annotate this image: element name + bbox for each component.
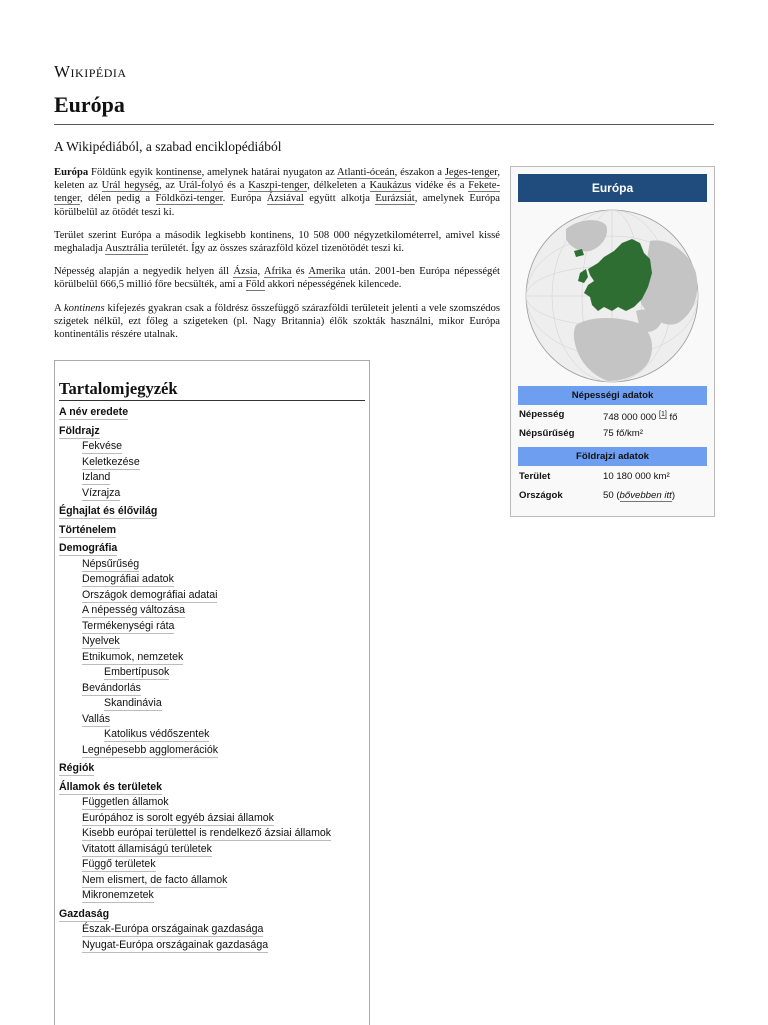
text: , délen pedig a bbox=[80, 193, 156, 205]
toc-item[interactable]: Kisebb európai területtel is rendelkező ázsiai államok bbox=[82, 827, 332, 839]
infobox-title: Európa bbox=[518, 174, 707, 202]
link-afrika[interactable]: Afrika bbox=[263, 266, 292, 278]
row-value bbox=[603, 407, 678, 426]
link-fekete-tenger[interactable]: Fekete-tenger bbox=[54, 180, 501, 205]
link-foldkozi-tenger[interactable]: Földközi-tenger bbox=[155, 193, 223, 205]
row-value: 10 180 000 km² bbox=[603, 471, 670, 482]
text: és a bbox=[223, 180, 249, 192]
link-amerika[interactable]: Amerika bbox=[308, 266, 346, 278]
toc-item[interactable]: Izland bbox=[82, 471, 111, 483]
text: , keleten az bbox=[54, 167, 500, 192]
row-value: 75 fő/km² bbox=[603, 428, 643, 439]
toc-item[interactable]: Vallás bbox=[82, 712, 111, 725]
toc-item[interactable]: Mikronemzetek bbox=[82, 889, 154, 901]
article-body bbox=[54, 166, 500, 351]
text: , amelynek Európa körülbelül az ötödét teszi ki. bbox=[54, 193, 500, 218]
link-ural-hegyseg[interactable]: Urál hegység bbox=[101, 180, 159, 192]
text: területét. Így az összes szárazföld közel tizenötödét teszi ki. bbox=[148, 243, 405, 255]
toc-item[interactable]: Etnikumok, nemzetek bbox=[82, 650, 184, 663]
toc-item[interactable]: Demográfia bbox=[59, 542, 118, 554]
europe-orthographic-map[interactable] bbox=[518, 207, 707, 383]
toc-item[interactable]: Független államok bbox=[82, 796, 169, 808]
paragraph-continent bbox=[54, 302, 500, 342]
link-kontinens[interactable]: kontinense bbox=[155, 167, 202, 178]
infobox-row-countries bbox=[518, 488, 707, 504]
link-jeges-tenger[interactable]: Jeges-tenger bbox=[444, 167, 498, 178]
toc-item[interactable]: Fekvése bbox=[82, 440, 123, 452]
text: , északon a bbox=[394, 167, 445, 178]
unit: fő bbox=[666, 412, 678, 424]
link-azsia-2[interactable]: Ázsia bbox=[233, 266, 258, 278]
toc-item[interactable]: Nyugat-Európa országainak gazdasága bbox=[82, 938, 269, 951]
paragraph-area bbox=[54, 229, 500, 255]
title-divider bbox=[54, 124, 714, 125]
toc-item[interactable]: Országok demográfiai adatai bbox=[82, 588, 218, 601]
toc-item[interactable]: A név eredete bbox=[59, 406, 129, 418]
toc-item[interactable]: Legnépesebb agglomerációk bbox=[82, 743, 219, 756]
text: Földünk egyik bbox=[88, 167, 156, 178]
toc-item[interactable]: Nyelvek bbox=[82, 635, 120, 647]
link-ural-folyo[interactable]: Urál-folyó bbox=[178, 180, 224, 192]
row-label: Népsűrűség bbox=[519, 428, 575, 439]
lead-term: Európa bbox=[54, 167, 89, 178]
infobox-row-density bbox=[518, 426, 707, 442]
link-atlanti-ocean[interactable]: Atlanti-óceán bbox=[336, 167, 395, 178]
link-fold[interactable]: Föld bbox=[245, 279, 265, 291]
toc-item[interactable]: Földrajz bbox=[59, 424, 100, 437]
paragraph-population bbox=[54, 265, 500, 291]
text: A bbox=[54, 302, 64, 314]
text: együtt alkotja bbox=[303, 193, 376, 205]
paragraph-intro bbox=[54, 166, 500, 219]
text: kifejezés gyakran csak a földrész összefüggő szárazföldi területeit jelenti a vele szomszédos szigetek nélkül, ezt főleg a szigeteken (pl. Nagy Britannia) élők szokták használni, mikor Európa kontinentális részére utalnak. bbox=[54, 302, 500, 341]
toc-item[interactable]: Skandinávia bbox=[104, 697, 162, 709]
toc-item[interactable]: Államok és területek bbox=[59, 780, 163, 793]
toc-item[interactable]: Vízrajza bbox=[82, 486, 121, 499]
toc-item[interactable]: A népesség változása bbox=[82, 604, 186, 616]
toc-item[interactable]: Régiók bbox=[59, 762, 95, 774]
text: akkori népességének kilencede. bbox=[264, 279, 402, 291]
toc-title: Tartalomjegyzék bbox=[59, 379, 365, 401]
link-more-countries[interactable]: bővebben itt bbox=[619, 490, 672, 501]
infobox bbox=[510, 166, 715, 517]
toc-item[interactable]: Európához is sorolt egyéb ázsiai államok bbox=[82, 811, 274, 824]
toc-item[interactable]: Éghajlat és élővilág bbox=[59, 505, 158, 517]
toc-item[interactable]: Bevándorlás bbox=[82, 681, 141, 694]
toc-item[interactable]: Népsűrűség bbox=[82, 557, 140, 570]
text: vidéke és a bbox=[411, 180, 469, 192]
link-kaukazus[interactable]: Kaukázus bbox=[369, 180, 412, 192]
toc-item[interactable]: Embertípusok bbox=[104, 666, 170, 678]
page-subtitle: A Wikipédiából, a szabad enciklopédiából bbox=[54, 139, 282, 154]
row-label: Terület bbox=[519, 471, 551, 482]
table-of-contents bbox=[54, 360, 370, 1025]
toc-item[interactable]: Történelem bbox=[59, 523, 117, 536]
toc-item[interactable]: Keletkezése bbox=[82, 455, 140, 468]
row-value bbox=[603, 488, 675, 504]
text: , délkeleten a bbox=[307, 180, 370, 192]
toc-item[interactable]: Katolikus védőszentek bbox=[104, 728, 210, 740]
reference-link[interactable]: [1] bbox=[659, 411, 667, 418]
toc-item[interactable]: Vitatott államiságú területek bbox=[82, 842, 212, 855]
link-ausztralia[interactable]: Ausztrália bbox=[104, 243, 149, 255]
population-value: 748 000 000 bbox=[603, 412, 657, 424]
toc-item[interactable]: Függő területek bbox=[82, 858, 156, 870]
emphasis: kontinens bbox=[63, 302, 105, 314]
toc-item[interactable]: Demográfiai adatok bbox=[82, 573, 174, 585]
toc-item[interactable]: Gazdaság bbox=[59, 907, 110, 920]
infobox-section-geo: Földrajzi adatok bbox=[518, 447, 707, 466]
text: Terület szerint Európa a második legkisebb kontinens, 10 508 000 négyzetkilométerrel, amivel kissé meghaladja bbox=[54, 229, 500, 255]
infobox-row-population bbox=[518, 407, 707, 423]
toc-item[interactable]: Nem elismert, de facto államok bbox=[82, 873, 228, 886]
infobox-section-population: Népességi adatok bbox=[518, 386, 707, 405]
text: Népesség alapján a negyedik helyen áll bbox=[54, 266, 234, 278]
text: ) bbox=[671, 490, 676, 501]
text: és bbox=[291, 266, 309, 278]
row-label: Országok bbox=[519, 490, 563, 501]
page-title: Európa bbox=[54, 92, 125, 117]
wikipedia-logo[interactable]: Wikipédia bbox=[54, 62, 127, 81]
infobox-row-area bbox=[518, 469, 707, 485]
link-eurazsia[interactable]: Eurázsiát bbox=[375, 193, 415, 205]
link-kaszpi-tenger[interactable]: Kaszpi-tenger bbox=[248, 180, 308, 192]
text: 50 ( bbox=[603, 490, 620, 501]
toc-item[interactable]: Észak-Európa országainak gazdasága bbox=[82, 923, 264, 935]
text: . Európa bbox=[222, 193, 267, 205]
row-label: Népesség bbox=[519, 409, 565, 420]
text: , az bbox=[158, 180, 179, 192]
text: után. 2001-ben Európa népességét körülbelül 666,5 millió főre becsülték, ami a bbox=[54, 266, 500, 291]
toc-item[interactable]: Termékenységi ráta bbox=[82, 619, 175, 632]
text: , bbox=[257, 266, 264, 278]
text: , amelynek határai nyugaton az bbox=[201, 167, 337, 178]
link-azsia[interactable]: Ázsiával bbox=[266, 193, 304, 205]
